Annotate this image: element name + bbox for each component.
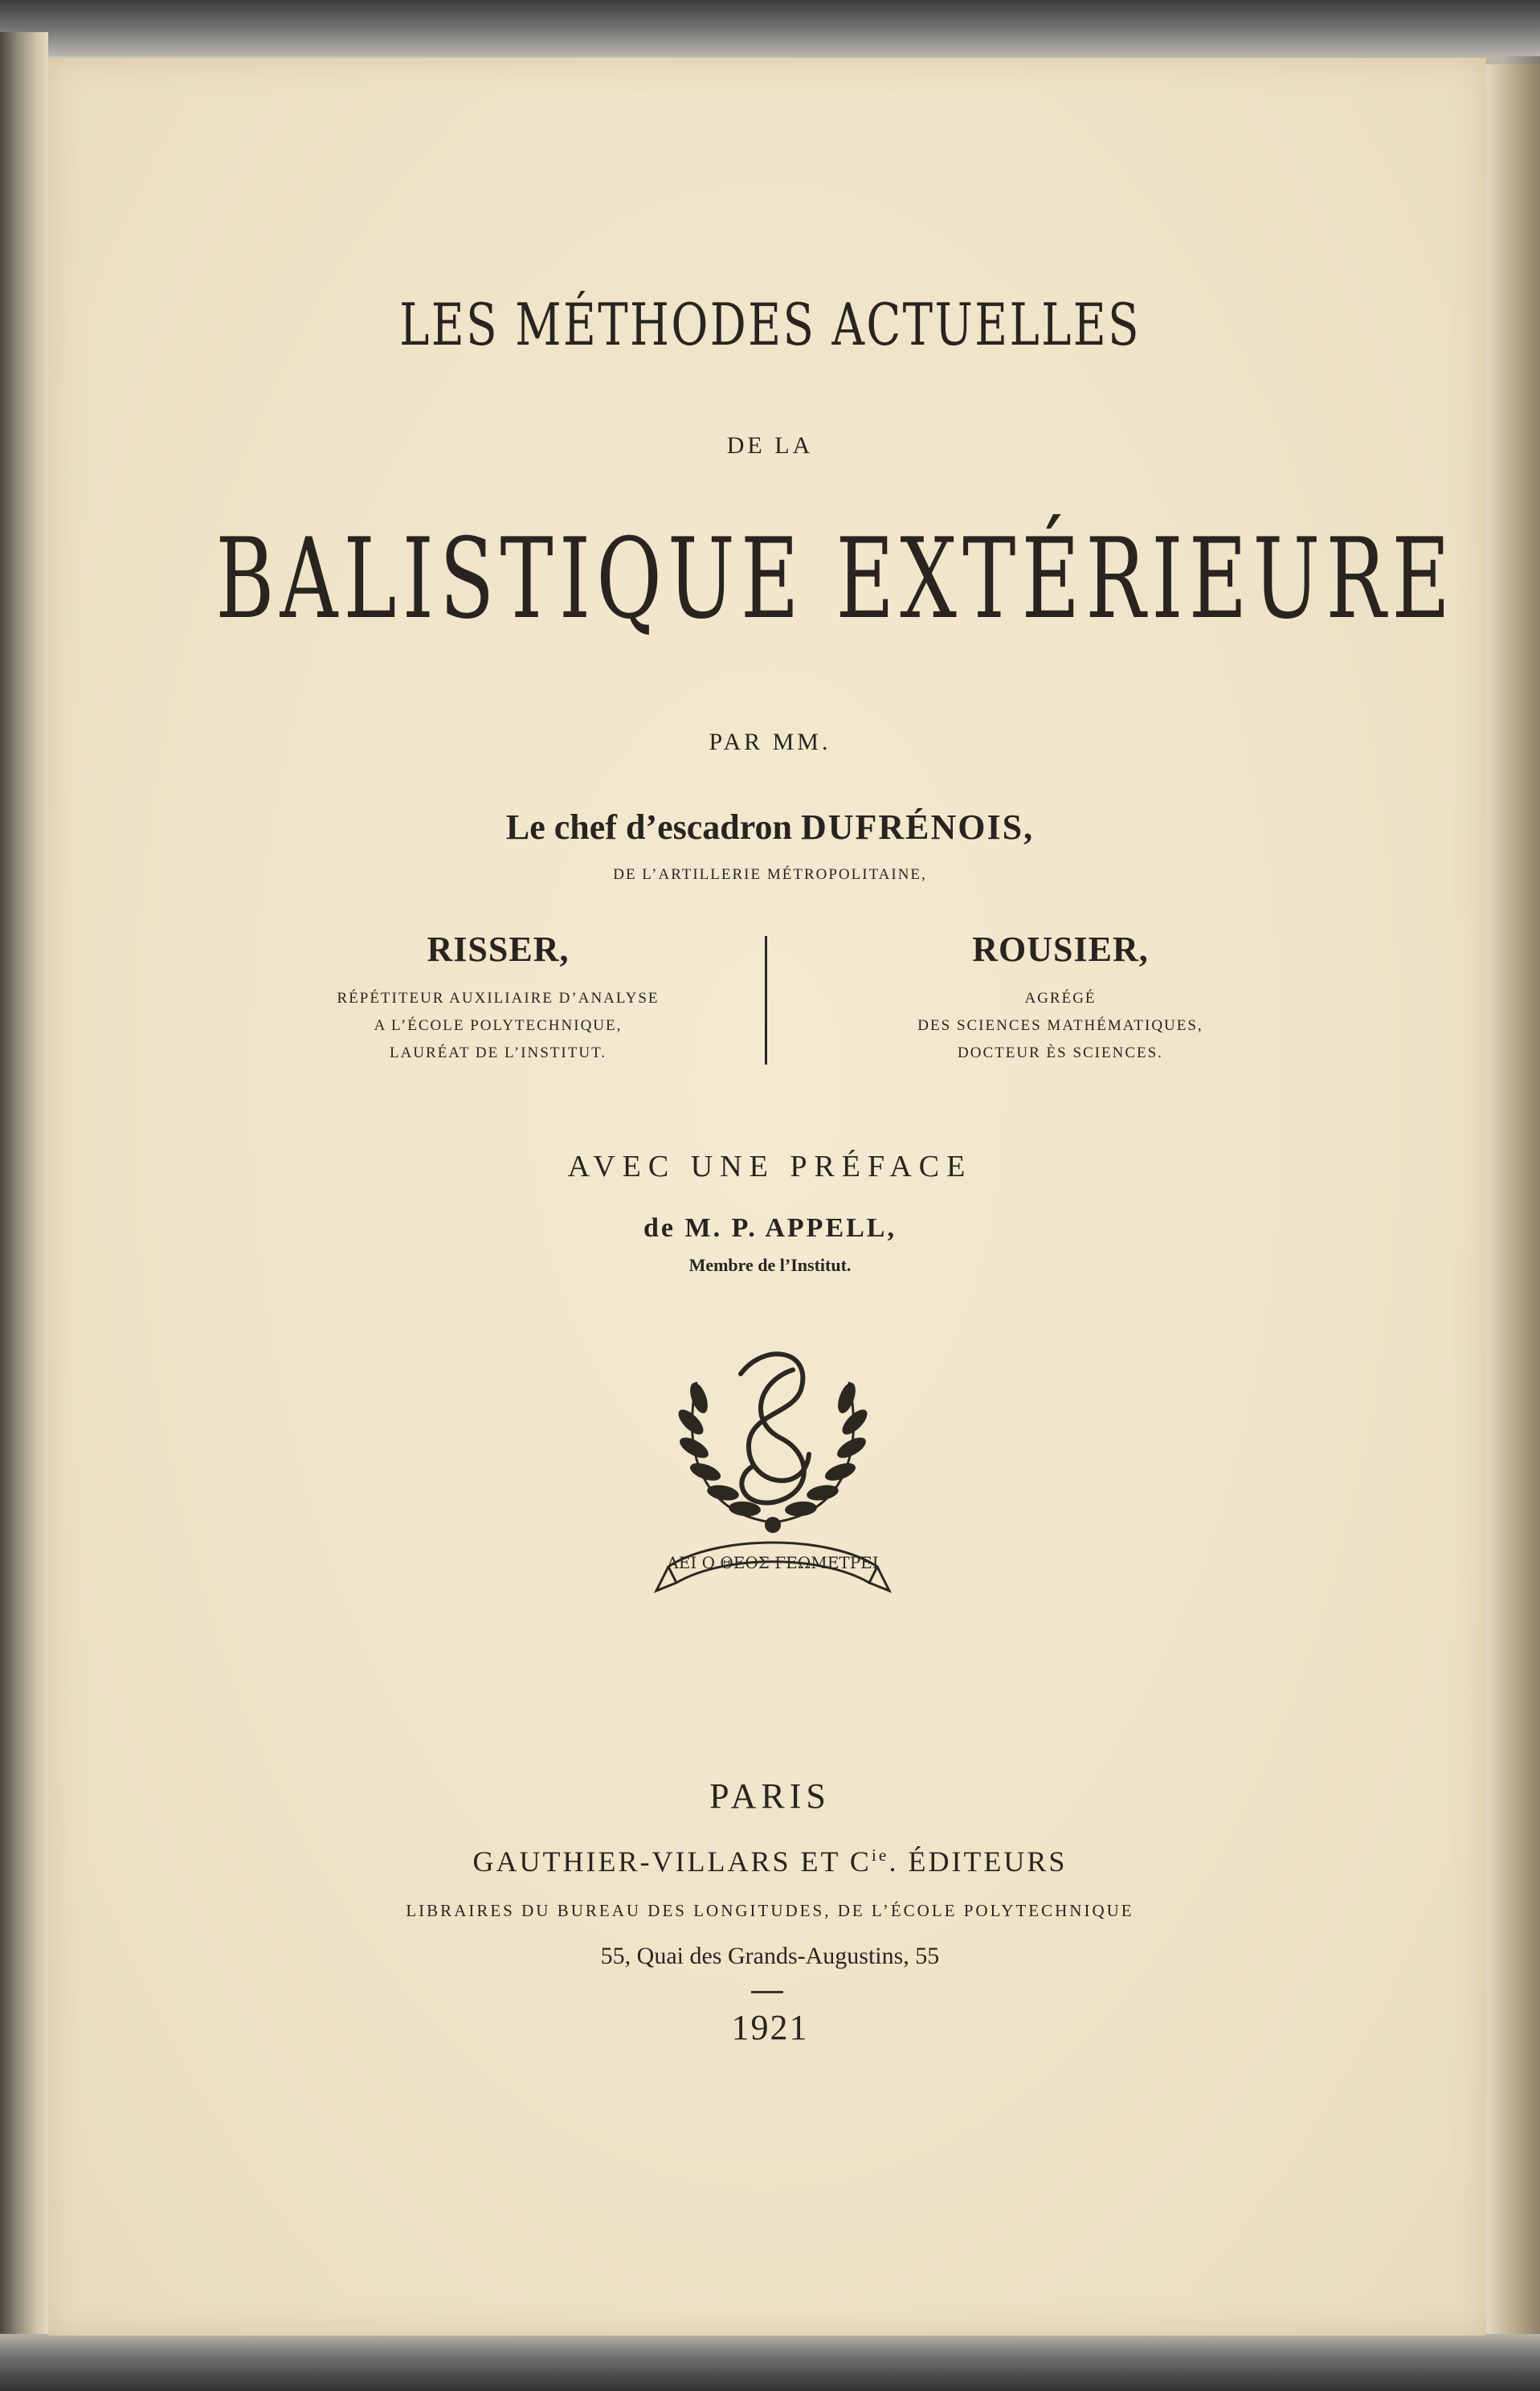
author-right-role: AGRÉGÉ	[1024, 990, 1097, 1007]
main-author-name: DUFRÉNOIS,	[800, 807, 1035, 847]
imprint-address: 55, Quai des Grands-Augustins, 55	[600, 1943, 940, 1969]
scan-top-edge	[0, 0, 1540, 56]
main-author-affiliation: DE L’ARTILLERIE MÉTROPOLITAINE,	[613, 866, 927, 883]
author-right-role: DOCTEUR ÈS SCIENCES.	[958, 1044, 1163, 1061]
publisher-superscript: ie	[871, 1845, 889, 1866]
emblem-motto: ΑΕΙ Ο ΘΕΟΣ ΓΕΩΜΕΤΡΕΙ	[667, 1553, 879, 1572]
author-left-role: LAURÉAT DE L’INSTITUT.	[389, 1044, 607, 1061]
imprint-booksellers: LIBRAIRES DU BUREAU DES LONGITUDES, DE L’ÉCOLE POLYTECHNIQUE	[406, 1901, 1134, 1920]
publisher-emblem	[652, 1334, 893, 1607]
book-spine	[0, 32, 48, 2346]
author-left-role: A L’ÉCOLE POLYTECHNIQUE,	[374, 1017, 623, 1034]
imprint-year: 1921	[731, 2008, 809, 2047]
preface-author-title: Membre de l’Institut.	[688, 1255, 852, 1275]
year-rule	[751, 1991, 783, 1993]
main-author	[0, 807, 1540, 848]
preface-heading: AVEC UNE PRÉFACE	[567, 1150, 973, 1183]
preface-author: de M. P. APPELL,	[643, 1213, 897, 1243]
author-right-name: ROUSIER,	[972, 930, 1149, 969]
title-page	[48, 58, 1486, 2336]
title-line-2: BALISTIQUE EXTÉRIEURE	[215, 514, 1456, 644]
authors-intro: PAR MM.	[709, 729, 831, 755]
author-right-role: DES SCIENCES MATHÉMATIQUES,	[917, 1017, 1203, 1034]
publisher-name: GAUTHIER-VILLARS ET C	[472, 1845, 872, 1878]
page-right-edge	[1485, 64, 1540, 2338]
imprint-publisher	[0, 1845, 1540, 1878]
scan-bottom-edge	[0, 2334, 1540, 2391]
author-left-name: RISSER,	[427, 930, 570, 969]
title-line-1: LES MÉTHODES ACTUELLES	[399, 291, 1141, 358]
author-left-role: RÉPÉTITEUR AUXILIAIRE D’ANALYSE	[337, 990, 660, 1007]
imprint-city: PARIS	[709, 1776, 831, 1816]
main-author-prefix: Le chef d’escadron	[505, 807, 792, 847]
title-connector: DE LA	[726, 432, 814, 459]
publisher-suffix: . ÉDITEURS	[888, 1845, 1068, 1878]
